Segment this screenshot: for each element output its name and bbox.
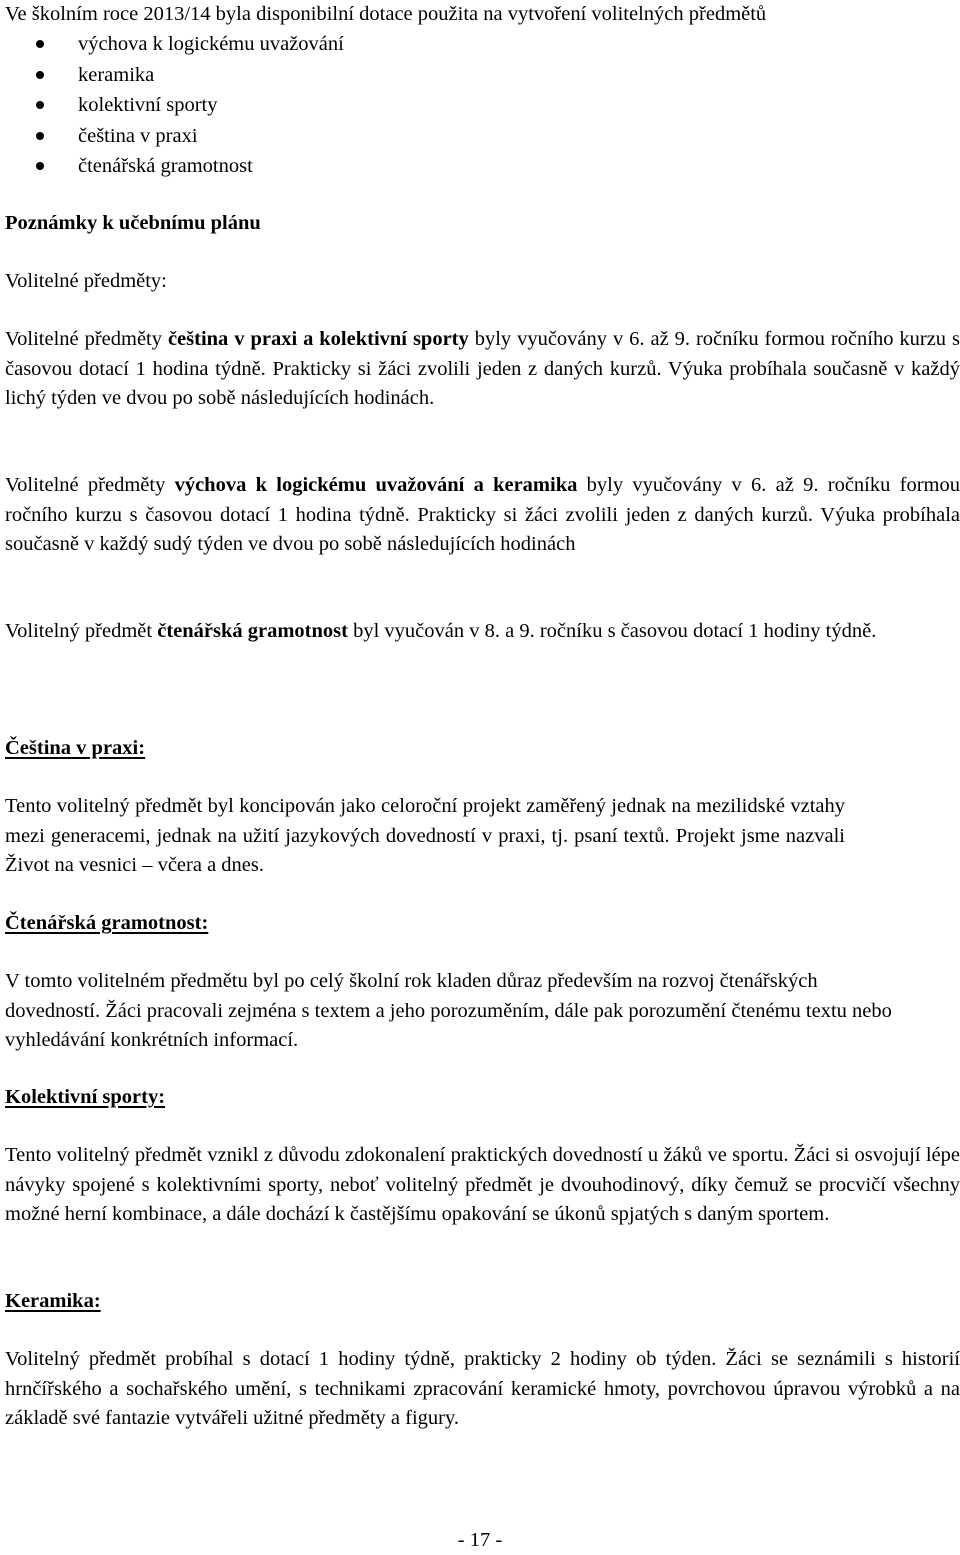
subjects-list — [5, 29, 960, 182]
list-item: čtenářská gramotnost — [5, 151, 960, 182]
intro-text: Ve školním roce 2013/14 byla disponibilní dotace použita na vytvoření volitelných předmětů — [5, 3, 767, 25]
section-text-ctenarska: V tomto volitelném předmětu byl po celý školní rok kladen důraz především na rozvoj čtenářských dovedností. Žáci pracovali zejména s textem a jeho porozuměním, dále pak porozumění čtenému textu nebo vyhledávání konkrétních informací. — [5, 970, 892, 1051]
electives-label: Volitelné předměty: — [5, 270, 167, 292]
electives-paragraph-1: Volitelné předměty čeština v praxi a kolektivní sporty byly vyučovány v 6. až 9. ročníku formou ročního kurzu s časovou dotací 1 hodina týdně. Prakticky si žáci zvolili jeden z daných kurzů. Výuka probíhala současně v každý lichý týden ve dvou po sobě následujících hodinách. — [5, 328, 960, 409]
section-text-keramika: Volitelný předmět probíhal s dotací 1 hodiny týdně, prakticky 2 hodiny ob týden. Žáci se seznámili s historií hrnčířského a sochařského umění, s technikami zpracování keramické hmoty, povrchovou úpravou výrobků a na základě své fantazie vytvářeli užitné předměty a figury. — [5, 1348, 960, 1429]
notes-heading: Poznámky k učebnímu plánu — [5, 212, 261, 234]
bullet-icon — [36, 132, 44, 140]
page-number: - 17 - — [457, 1529, 503, 1551]
bullet-icon — [36, 162, 44, 170]
electives-paragraph-2: Volitelné předměty výchova k logickému uvažování a keramika byly vyučovány v 6. až 9. ročníku formou ročního kurzu s časovou dotací 1 hodina týdně. Prakticky si žáci zvolili jeden z daných kurzů. Výuka probíhala současně v každý sudý týden ve dvou po sobě následujících hodinách — [5, 474, 960, 555]
section-heading-keramika: Keramika: — [5, 1290, 101, 1312]
list-item: výchova k logickému uvažování — [5, 29, 960, 60]
section-heading-cestina: Čeština v praxi: — [5, 737, 146, 759]
list-item: čeština v praxi — [5, 121, 960, 152]
section-text-sporty: Tento volitelný předmět vznikl z důvodu zdokonalení praktických dovedností u žáků ve sportu. Žáci si osvojují lépe návyky spojené s kolektivními sporty, neboť volitelný předmět je dvouhodinový, díky čemuž se procvičí všechny možné herní kombinace, a dále dochází k častějšímu opakování se úkonů spjatých s daným sportem. — [5, 1144, 960, 1225]
section-text-cestina: Tento volitelný předmět byl koncipován jako celoroční projekt zaměřený jednak na mezilidské vztahy mezi generacemi, jednak na užití jazykových dovedností v praxi, tj. psaní textů. Projekt jsme nazvali Život na vesnici – včera a dnes. — [5, 795, 845, 876]
bullet-icon — [36, 40, 44, 48]
highlight-subject: čtenářská gramotnost — [157, 620, 348, 642]
highlight-subjects: výchova k logickému uvažování a keramika — [174, 474, 578, 496]
list-item: keramika — [5, 60, 960, 91]
highlight-subjects: čeština v praxi a kolektivní sporty — [167, 328, 469, 350]
list-item: kolektivní sporty — [5, 90, 960, 121]
section-heading-sporty: Kolektivní sporty: — [5, 1086, 166, 1108]
section-heading-ctenarska: Čtenářská gramotnost: — [5, 912, 209, 934]
electives-paragraph-3: Volitelný předmět čtenářská gramotnost byl vyučován v 8. a 9. ročníku s časovou dotací 1 hodiny týdně. — [5, 620, 877, 642]
bullet-icon — [36, 71, 44, 79]
bullet-icon — [36, 101, 44, 109]
